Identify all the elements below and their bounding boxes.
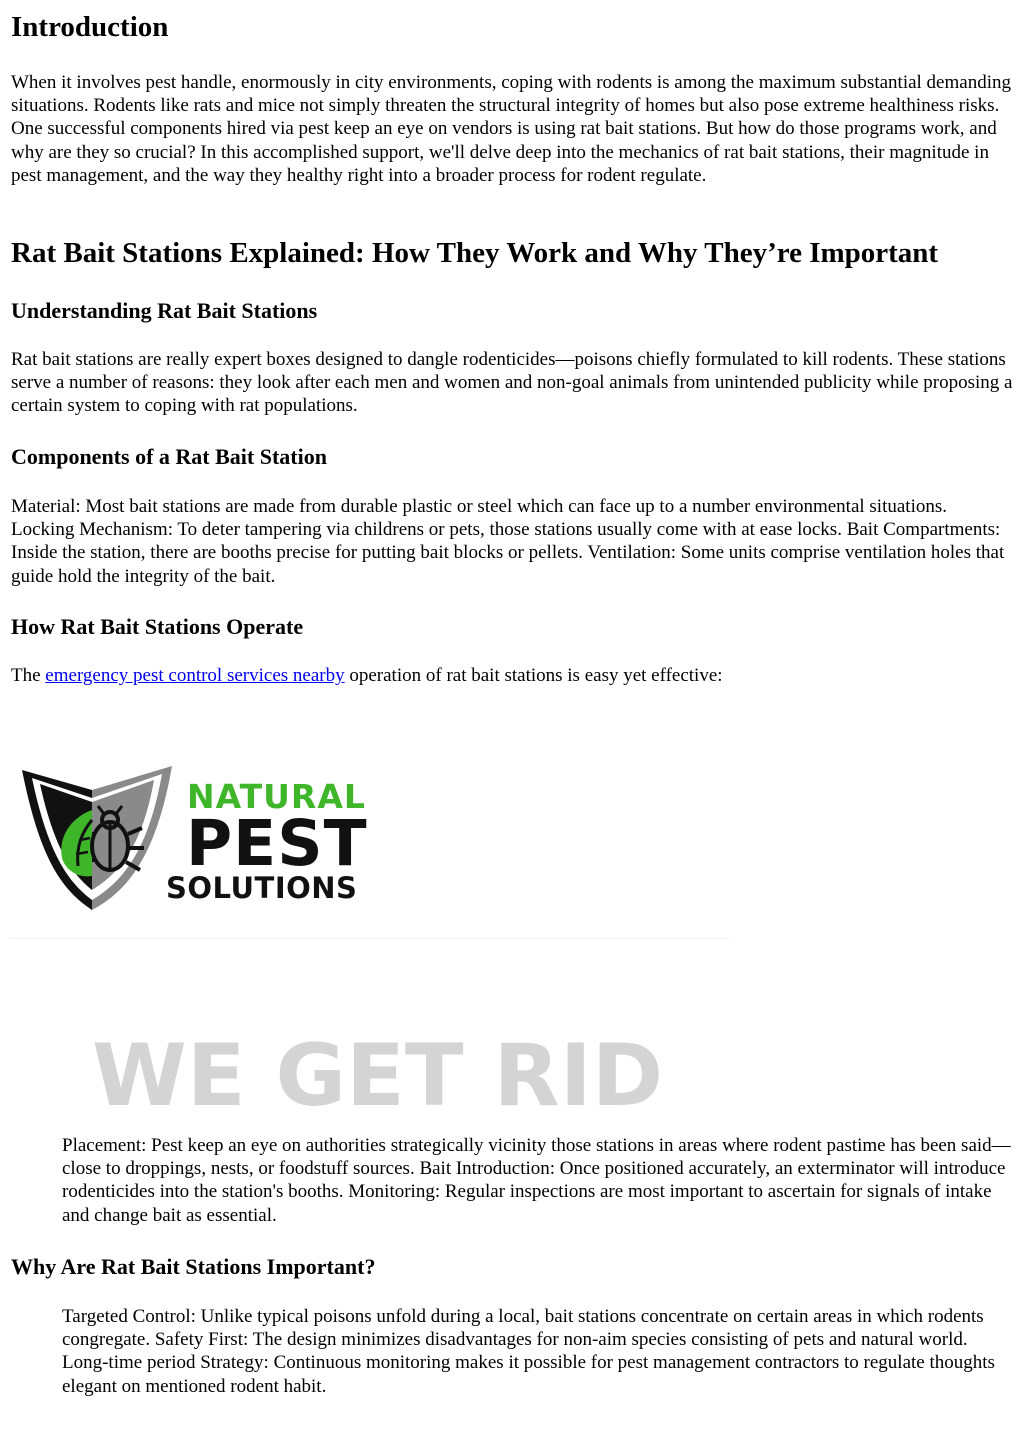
intro-heading: Introduction	[11, 11, 169, 43]
banner-text: WE GET RID	[92, 1026, 664, 1126]
logo-line-natural: NATURAL	[187, 777, 366, 816]
why-heading: Why Are Rat Bait Stations Important?	[11, 1254, 376, 1279]
intro-paragraph: When it involves pest handle, enormously in city environments, coping with rodents is among the maximum substantial demanding situations. Rodents like rats and mice not simply threaten the structural integrity of homes but also pose extreme healthiness risks. One successful components hired via pest keep an eye on vendors is using rat bait stations. But how do those programs work, and why are they so crucial? In this accomplished support, we'll delve deep into the mechanics of rat bait stations, their magnitude in pest management, and the way they healthy right into a broader process for rodent regulate.	[11, 72, 1011, 186]
why-list: Targeted Control: Unlike typical poisons unfold during a local, bait stations concentrate on certain areas in which rodents congregate. Safety First: The design minimizes disadvantages for non-aim species consisting of pets and natural world. Long-time period Strategy: Continuous monitoring makes it possible for pest management contractors to regulate thoughts elegant on mentioned rodent habit.	[62, 1306, 995, 1397]
components-paragraph: Material: Most bait stations are made from durable plastic or steel which can face up to a number environmental situations. Locking Mechanism: To deter tampering via childrens or pets, those stations usually come with at ease locks. Bait Compartments: Inside the station, there are booths precise for putting bait blocks or pellets. Ventilation: Some units comprise ventilation holes that guide hold the integrity of the bait.	[11, 496, 1005, 587]
understanding-heading: Understanding Rat Bait Stations	[11, 298, 318, 323]
operate-heading: How Rat Bait Stations Operate	[11, 614, 304, 639]
main-title: Rat Bait Stations Explained: How They Work and Why They’re Important	[11, 237, 939, 269]
company-logo	[10, 757, 730, 939]
operate-prefix: The	[11, 665, 41, 686]
operate-intro-paragraph	[11, 664, 1015, 687]
logo-line-pest: PEST	[186, 807, 368, 880]
image-divider	[10, 938, 730, 939]
shield-leaf-bug-icon	[18, 762, 178, 922]
emergency-pest-control-link[interactable]: emergency pest control services nearby	[45, 665, 345, 686]
logo-line-solutions: SOLUTIONS	[166, 871, 358, 905]
operate-suffix: operation of rat bait stations is easy yet effective:	[349, 665, 723, 686]
operate-list: Placement: Pest keep an eye on authorities strategically vicinity those stations in areas where rodent pastime has been said—close to droppings, nests, or foodstuff sources. Bait Introduction: Once positioned accurately, an exterminator will introduce rodenticides into the station's booths. Monitoring: Regular inspections are most important to ascertain for signals of intake and change bait as essential.	[62, 1135, 1011, 1226]
components-heading: Components of a Rat Bait Station	[11, 444, 327, 469]
understanding-paragraph: Rat bait stations are really expert boxes designed to dangle rodenticides—poisons chiefly formulated to kill rodents. These stations serve a number of reasons: they look after each men and women and non-goal animals from unintended publicity while proposing a certain system to coping with rat populations.	[11, 349, 1013, 417]
